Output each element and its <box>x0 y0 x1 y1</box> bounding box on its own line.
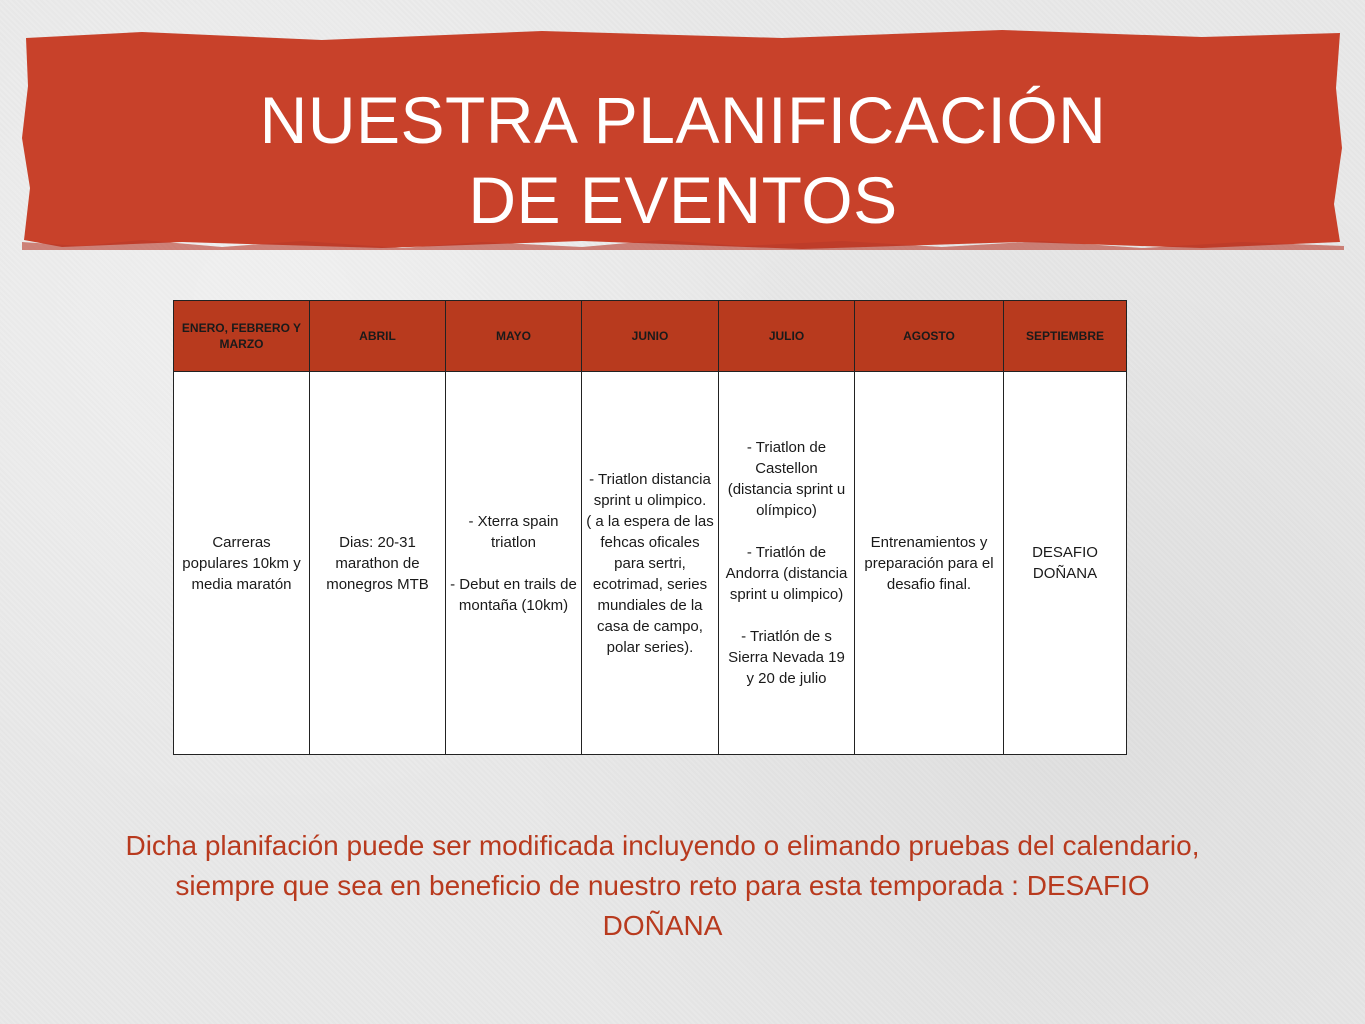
column-header-abril: ABRIL <box>310 301 446 372</box>
cell-text: - Triatlon distancia sprint u olimpico. ( a la espera de las fehcas oficales para sertri, ecotrimad, series mundiales de la casa de campo, polar series). <box>586 470 714 656</box>
cell-text: Entrenamientos y preparación para el desafio final. <box>864 533 994 593</box>
cell-abril <box>310 372 446 755</box>
cell-enero-febrero-marzo <box>174 372 310 755</box>
column-header-septiembre: SEPTIEMBRE <box>1004 301 1127 372</box>
table-row <box>174 372 1127 755</box>
planning-note: Dicha planifación puede ser modificada incluyendo o elimando pruebas del calendario, siempre que sea en beneficio de nuestro reto para esta temporada : DESAFIO DOÑANA <box>125 830 1200 941</box>
cell-text: Dias: 20-31 marathon de monegros MTB <box>326 533 429 593</box>
title-banner <box>22 28 1344 250</box>
cell-mayo <box>446 372 582 755</box>
column-header-enero-febrero-marzo: ENERO, FEBRERO Y MARZO <box>174 301 310 372</box>
page-title <box>22 80 1344 240</box>
cell-septiembre <box>1004 372 1127 755</box>
events-schedule-table <box>173 300 1127 755</box>
column-header-junio: JUNIO <box>582 301 719 372</box>
title-line-1: NUESTRA PLANIFICACIÓN <box>259 83 1107 157</box>
cell-text: - Triatlon de Castellon (distancia sprint u olímpico) - Triatlón de Andorra (distancia sprint u olimpico) - Triatlón de s Sierra Nevada 19 y 20 de julio <box>725 439 848 687</box>
column-header-agosto: AGOSTO <box>855 301 1004 372</box>
cell-text: Carreras populares 10km y media maratón <box>182 533 301 593</box>
cell-julio <box>719 372 855 755</box>
column-header-mayo: MAYO <box>446 301 582 372</box>
column-header-julio: JULIO <box>719 301 855 372</box>
cell-junio <box>582 372 719 755</box>
cell-text: DESAFIO DOÑANA <box>1032 544 1098 582</box>
table-header-row <box>174 301 1127 372</box>
cell-text: - Xterra spain triatlon - Debut en trails de montaña (10km) <box>450 512 577 614</box>
cell-agosto <box>855 372 1004 755</box>
title-line-2: DE EVENTOS <box>468 163 898 237</box>
